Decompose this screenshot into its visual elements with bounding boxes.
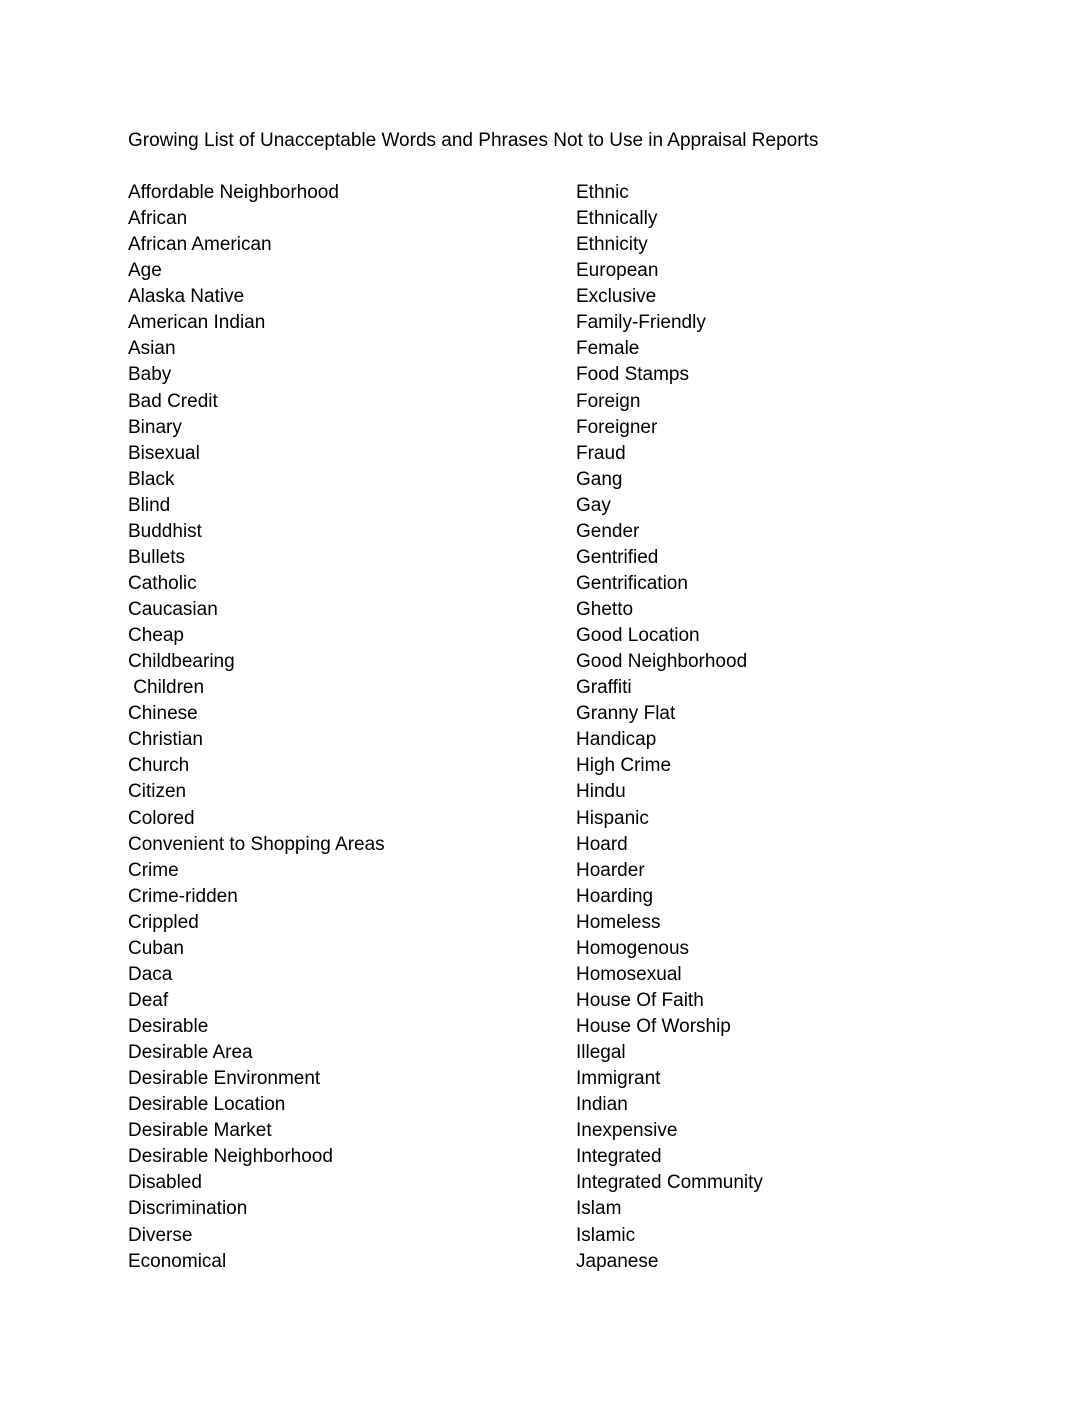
term-item: Colored: [128, 807, 195, 829]
term-item: Islam: [576, 1198, 622, 1220]
term-item: Hoarding: [576, 885, 654, 907]
term-item: Deaf: [128, 989, 169, 1011]
term-item: Hispanic: [576, 807, 649, 829]
term-item: Daca: [128, 963, 173, 985]
term-item: Christian: [128, 729, 203, 751]
right-term-list: [576, 181, 996, 1276]
term-item: Caucasian: [128, 599, 218, 620]
term-item: Economical: [128, 1250, 227, 1272]
term-item: House Of Faith: [576, 989, 704, 1011]
term-item: Female: [576, 338, 640, 360]
term-item: Age: [128, 260, 162, 282]
term-item: Chinese: [128, 703, 198, 725]
term-item: Gang: [576, 468, 623, 490]
term-item: Children: [128, 677, 205, 699]
term-item: Family-Friendly: [576, 312, 706, 334]
left-term-list: [128, 181, 548, 1276]
term-item: Desirable Location: [128, 1094, 286, 1116]
term-item: House Of Worship: [576, 1016, 731, 1037]
term-item: Cheap: [128, 625, 184, 647]
term-item: Hindu: [576, 781, 626, 803]
term-item: Exclusive: [576, 286, 657, 308]
term-item: Blind: [128, 494, 171, 516]
term-item: Hoard: [576, 833, 628, 855]
term-item: Childbearing: [128, 651, 235, 673]
term-item: Convenient to Shopping Areas: [128, 833, 385, 855]
term-item: Affordable Neighborhood: [128, 182, 339, 203]
term-item: Baby: [128, 364, 172, 386]
term-item: Catholic: [128, 572, 197, 594]
term-item: Illegal: [576, 1042, 626, 1064]
term-item: Alaska Native: [128, 286, 245, 308]
term-item: Ethnicity: [576, 234, 648, 256]
term-item: Black: [128, 468, 175, 490]
term-item: Crime-ridden: [128, 885, 238, 907]
term-item: Crime: [128, 859, 179, 881]
term-item: Citizen: [128, 781, 187, 803]
term-item: Ethnically: [576, 208, 658, 230]
term-item: Japanese: [576, 1250, 659, 1272]
term-item: Graffiti: [576, 677, 632, 699]
term-item: American Indian: [128, 312, 266, 334]
term-item: Homosexual: [576, 963, 682, 985]
term-item: Gentrification: [576, 572, 688, 594]
term-item: Food Stamps: [576, 364, 689, 386]
term-item: Fraud: [576, 442, 626, 464]
term-item: Good Location: [576, 625, 700, 647]
term-item: Gay: [576, 494, 611, 516]
term-item: Buddhist: [128, 520, 202, 542]
term-item: Desirable: [128, 1016, 209, 1037]
term-item: Good Neighborhood: [576, 651, 748, 673]
term-item: Desirable Neighborhood: [128, 1146, 333, 1168]
term-item: Handicap: [576, 729, 657, 751]
term-item: Asian: [128, 338, 176, 360]
term-item: Homogenous: [576, 937, 690, 959]
term-item: Desirable Environment: [128, 1068, 321, 1090]
term-item: Desirable Market: [128, 1120, 272, 1142]
term-item: Immigrant: [576, 1068, 661, 1090]
term-item: Desirable Area: [128, 1042, 253, 1064]
term-item: Ethnic: [576, 182, 629, 203]
term-item: Gentrified: [576, 546, 659, 568]
term-item: Ghetto: [576, 599, 634, 620]
term-item: Discrimination: [128, 1198, 248, 1220]
term-item: Crippled: [128, 911, 199, 933]
term-item: Integrated: [576, 1146, 662, 1168]
term-item: Homeless: [576, 911, 661, 933]
term-item: Gender: [576, 520, 640, 542]
document-title: Growing List of Unacceptable Words and Phrases Not to Use in Appraisal Reports: [128, 130, 819, 151]
term-item: Foreigner: [576, 416, 658, 438]
term-item: Bullets: [128, 546, 186, 568]
term-item: African: [128, 208, 188, 230]
term-item: Islamic: [576, 1224, 636, 1246]
term-item: Foreign: [576, 390, 641, 412]
term-item: High Crime: [576, 755, 672, 777]
term-item: Church: [128, 755, 190, 777]
term-item: Diverse: [128, 1224, 193, 1246]
term-item: Indian: [576, 1094, 628, 1116]
term-item: Disabled: [128, 1172, 202, 1194]
term-item: Bad Credit: [128, 390, 218, 412]
term-item: Inexpensive: [576, 1120, 678, 1142]
term-item: African American: [128, 234, 272, 256]
term-item: Binary: [128, 416, 182, 438]
term-item: European: [576, 260, 659, 282]
term-item: Bisexual: [128, 442, 200, 464]
term-item: Granny Flat: [576, 703, 676, 725]
term-item: Integrated Community: [576, 1172, 763, 1194]
term-item: Hoarder: [576, 859, 645, 881]
term-item: Cuban: [128, 937, 184, 959]
